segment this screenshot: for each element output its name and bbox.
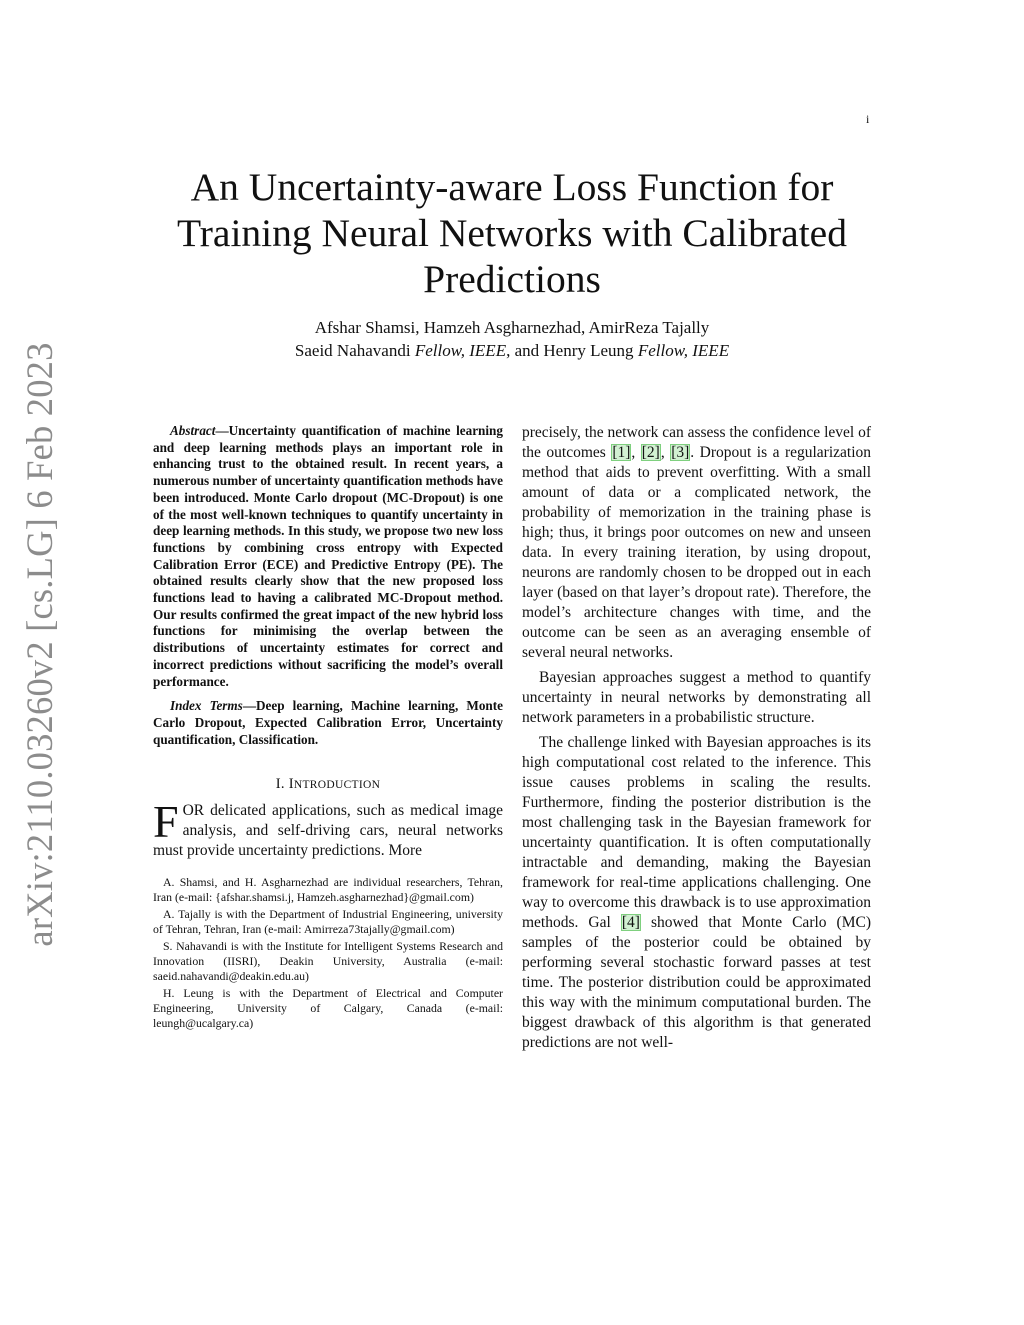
abstract-label: Abstract	[170, 423, 216, 438]
body-text: The challenge linked with Bayesian approaches is its high computational cost related to the inference. This issue causes problems in scaling the results. Furthermore, finding the posterior distribution is the most challenging task in the Bayesian framework for uncertainty quantification. It is often computationally intractable and demanding, making the Bayesian framework for real-time applications challenging. One way to overcome this drawback is to use approximation methods. Gal	[522, 734, 871, 931]
arxiv-identifier-stamp: arXiv:2110.03260v2 [cs.LG] 6 Feb 2023	[18, 342, 60, 947]
intro-text: OR delicated applications, such as medical image analysis, and self-driving cars, neural networks must provide uncertainty predictions. More	[153, 802, 503, 860]
paper-title	[140, 164, 884, 302]
author-footnotes	[153, 875, 503, 1031]
footnote: S. Nahavandi is with the Institute for Intelligent Systems Research and Innovation (IISRI), Deakin University, Australia (e-mail: saeid.nahavandi@deakin.edu.au)	[153, 939, 503, 984]
body-paragraph-challenge	[522, 733, 871, 1053]
author-leung: , and Henry Leung	[506, 341, 634, 360]
citation-link[interactable]: [3]	[671, 444, 690, 461]
author-nahavandi: Saeid Nahavandi	[294, 341, 411, 360]
author-affiliation-fellow: Fellow, IEEE	[637, 341, 730, 360]
section-heading-introduction	[153, 776, 503, 793]
index-terms-text: —Deep learning, Machine learning, Monte Carlo Dropout, Expected Calibration Error, Uncertainty quantification, Classification.	[153, 698, 504, 747]
footnote: H. Leung is with the Department of Electrical and Computer Engineering, University of Calgary, Canada (e-mail: leungh@ucalgary.ca)	[153, 986, 503, 1031]
right-column	[522, 423, 871, 1058]
body-paragraph-dropout	[522, 423, 871, 663]
index-terms-label: Index Terms	[170, 698, 243, 714]
title-line-3: Predictions	[423, 257, 601, 301]
footnote: A. Shamsi, and H. Asgharnezhad are individual researchers, Tehran, Iran (e-mail: {afshar.shamsi.j, Hamzeh.asgharnezhad}@gmail.com)	[153, 875, 503, 905]
page-number: i	[866, 112, 870, 126]
index-terms	[153, 698, 503, 748]
footnote: A. Tajally is with the Department of Industrial Engineering, university of Tehran, Tehran, Iran (e-mail: Amirreza73tajally@gmail.com)	[153, 907, 503, 937]
author-affiliation-fellow: Fellow, IEEE	[414, 341, 507, 360]
citation-link[interactable]: [4]	[621, 914, 640, 931]
author-list	[140, 316, 884, 362]
title-line-1: An Uncertainty-aware Loss Function for	[190, 165, 834, 209]
body-text: precisely, the network can assess the confidence level of the outcomes	[522, 424, 871, 461]
drop-cap: F	[153, 796, 179, 848]
title-line-2: Training Neural Networks with Calibrated	[177, 211, 847, 255]
citation-link[interactable]: [2]	[641, 444, 660, 461]
intro-paragraph	[153, 796, 503, 861]
authors-line-1: Afshar Shamsi, Hamzeh Asgharnezhad, AmirReza Tajally	[314, 318, 710, 337]
citation-separator: ,	[660, 444, 671, 461]
citation-separator: ,	[631, 444, 641, 461]
abstract-text: —Uncertainty quantification of machine learning and deep learning methods plays an important role in enhancing trust to the obtained result. In recent years, a numerous number of uncertainty quantification methods have been introduced. Monte Carlo dropout (MC-Dropout) is one of the most well-known techniques to quantify uncertainty in deep learning methods. In this study, we propose two new loss functions by combining cross entropy with Expected Calibration Error (ECE) and Predictive Entropy (PE). The obtained results clearly show that the new proposed loss functions lead to having a calibrated MC-Dropout method. Our results confirmed the great impact of the new hybrid loss functions for minimising the overlap between the distributions of uncertainty estimates for correct and incorrect predictions without sacrificing the model’s overall performance.	[153, 423, 503, 689]
abstract	[153, 423, 503, 690]
section-number: I.	[275, 776, 289, 793]
section-title-initial: I	[288, 776, 294, 793]
citation-link[interactable]: [1]	[612, 444, 631, 461]
left-column	[153, 423, 503, 1033]
section-title-rest: NTRODUCTION	[293, 779, 381, 792]
body-text: showed that Monte Carlo (MC) samples of the posterior could be obtained by performing several stochastic forward passes at test time. The posterior distribution could be approximated this way with the minimum computational burden. The biggest drawback of this algorithm is that generated predictions are not well-	[522, 914, 872, 1051]
body-paragraph-bayesian: Bayesian approaches suggest a method to quantify uncertainty in neural networks by demonstrating all network parameters in a probabilistic structure.	[522, 669, 871, 726]
body-text: . Dropout is a regularization method that aids to prevent overfitting. With a small amount of data or a complicated network, the probability of memorization in the training phase is high; thus, it brings poor outcomes on new and unseen data. In every training iteration, by using dropout, neurons are randomly chosen to be dropped out in each layer (based on that layer’s dropout rate). Therefore, the model’s architecture changes with time, and the outcome can be seen as an averaging ensemble of several neural networks.	[522, 444, 872, 661]
